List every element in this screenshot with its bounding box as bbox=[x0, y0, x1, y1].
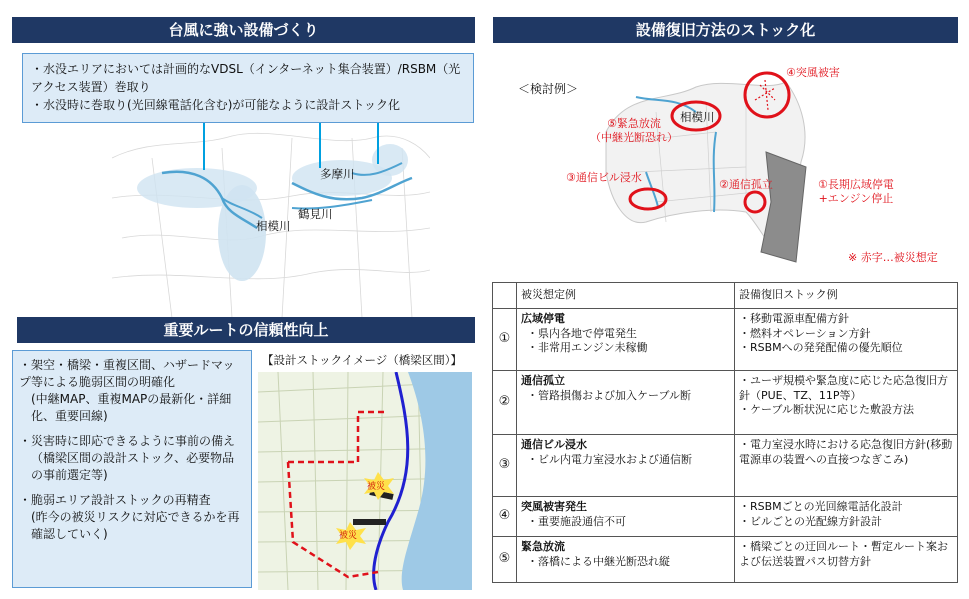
row-damage: 通信孤立 ・ 管路損傷および加入ケーブル断 bbox=[517, 371, 735, 435]
route-item-3: ・ 脆弱エリア設計ストックの再精査 (昨今の被災リスクに対応できるかを再確認していく) bbox=[19, 492, 245, 543]
table-row bbox=[493, 497, 958, 537]
row-measures: ・ 電力室浸水時における応急復旧方針(移動電源車の装置への直接つなぎこみ) bbox=[735, 435, 958, 497]
route-item-1: ・ 架空・橋梁・重複区間、ハザードマップ等による脆弱区間の明確化 (中継MAP、重複MAPの最新化・詳細化、重要回線) bbox=[19, 357, 245, 425]
map-river-sagami: 相模川 bbox=[680, 110, 715, 124]
recovery-table bbox=[492, 282, 958, 583]
table-row bbox=[493, 371, 958, 435]
table-header-measures: 設備復旧ストック例 bbox=[735, 283, 958, 309]
table-row bbox=[493, 435, 958, 497]
row-num: ③ bbox=[493, 435, 517, 497]
damage-mark-1: 被災 bbox=[367, 482, 386, 492]
table-header-damage: 被災想定例 bbox=[517, 283, 735, 309]
row-damage: 通信ビル浸水 ・ ビル内電力室浸水および通信断 bbox=[517, 435, 735, 497]
river-label-tama: 多摩川 bbox=[320, 167, 355, 181]
damage-mark-2: 被災 bbox=[339, 531, 358, 541]
river-label-tsurumi: 鶴見川 bbox=[298, 207, 333, 221]
bridge-section-map bbox=[258, 372, 472, 590]
label-isolation: ②通信孤立 bbox=[719, 178, 773, 191]
river-label-sagami: 相模川 bbox=[256, 219, 291, 233]
table-row bbox=[493, 309, 958, 371]
route-measures-box bbox=[12, 350, 252, 588]
row-measures: ・ ユーザ規模や緊急度に応じた応急復旧方針（PUE、TZ、11P等） ・ ケーブル断状況に応じた敷設方法 bbox=[735, 371, 958, 435]
table-row bbox=[493, 537, 958, 583]
typhoon-bullet-2: ・水没時に巻取り(光回線電話化含む)が可能なように設計ストック化 bbox=[31, 98, 401, 112]
damage-circles bbox=[600, 70, 820, 220]
row-damage: 突風被害発生 ・ 重要施設通信不可 bbox=[517, 497, 735, 537]
row-num: ④ bbox=[493, 497, 517, 537]
label-building-flood: ③通信ビル浸水 bbox=[566, 171, 642, 184]
legend-note: ※ 赤字…被災想定 bbox=[848, 251, 938, 264]
label-wide-outage: ①長期広域停電 +エンジン停止 bbox=[818, 178, 894, 205]
route-item-2: ・ 災害時に即応できるように事前の備え （橋梁区間の設計ストック、必要物品の事前選定等) bbox=[19, 433, 245, 484]
design-stock-caption: 【設計ストックイメージ（橋梁区間）】 bbox=[262, 353, 462, 367]
route-header: 重要ルートの信頼性向上 bbox=[17, 317, 475, 343]
row-measures: ・ 橋梁ごとの迂回ルート・暫定ルート案および伝送装置パス切替方針 bbox=[735, 537, 958, 583]
row-num: ⑤ bbox=[493, 537, 517, 583]
table-header-num bbox=[493, 283, 517, 309]
row-num: ② bbox=[493, 371, 517, 435]
example-label: ＜検討例＞ bbox=[518, 82, 579, 96]
row-num: ① bbox=[493, 309, 517, 371]
label-emergency-release: ⑤緊急放流 （中継光断恐れ） bbox=[590, 117, 678, 144]
typhoon-header: 台風に強い設備づくり bbox=[12, 17, 475, 43]
row-damage: 緊急放流 ・ 落橋による中継光断恐れ縦 bbox=[517, 537, 735, 583]
label-sudden-wind: ④突風被害 bbox=[786, 66, 840, 79]
table-header-row bbox=[493, 283, 958, 309]
typhoon-bullet-1: ・水没エリアにおいては計画的なVDSL（インターネット集合装置）/RSBM（光アクセス装置）巻取り bbox=[31, 62, 461, 94]
row-damage: 広域停電 ・ 県内各地で停電発生 ・ 非常用エンジン未稼働 bbox=[517, 309, 735, 371]
recovery-header: 設備復旧方法のストック化 bbox=[493, 17, 958, 43]
row-measures: ・ RSBMごとの光回線電話化設計 ・ ビルごとの光配線方針設計 bbox=[735, 497, 958, 537]
typhoon-measures-box bbox=[22, 53, 474, 123]
row-measures: ・ 移動電源車配備方針 ・ 燃料オペレーション方針 ・ RSBMへの発発配備の優先順位 bbox=[735, 309, 958, 371]
